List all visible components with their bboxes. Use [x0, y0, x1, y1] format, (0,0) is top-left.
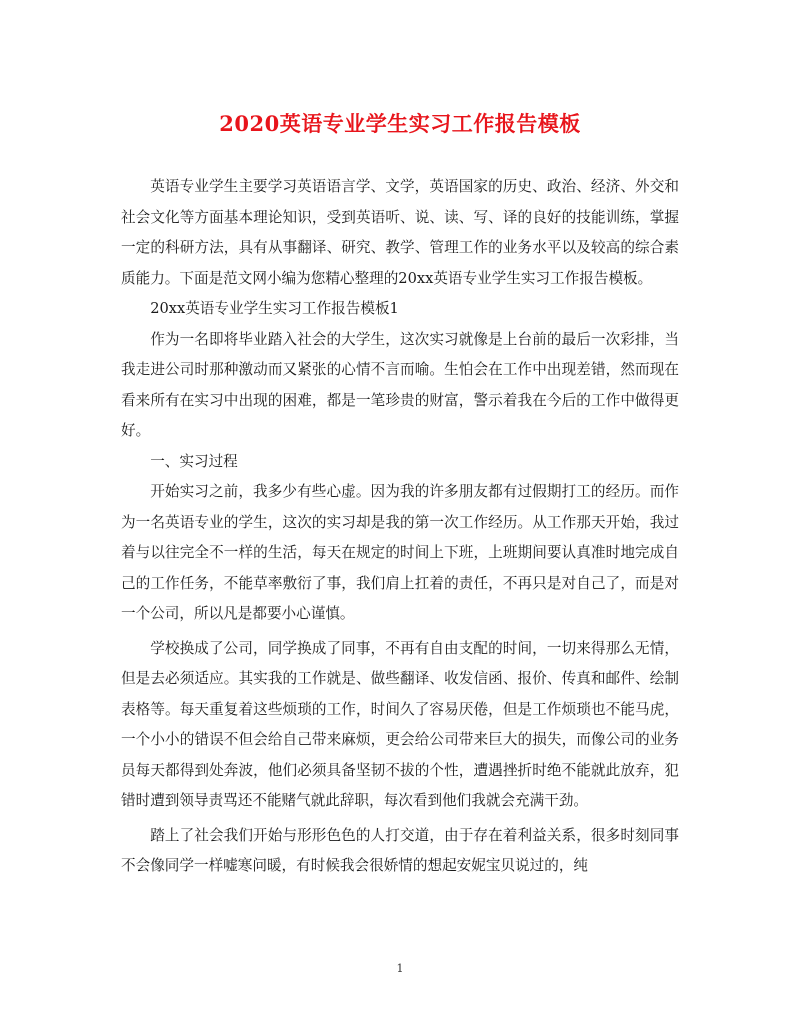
page-number: 1: [396, 962, 404, 975]
body-paragraph: 学校换成了公司，同学换成了同事，不再有自由支配的时间，一切来得那么无情，但是去必须适应。其实我的工作就是、做些翻译、收发信函、报价、传真和邮件、绘制表格等。每天重复着这些烦琐的工作，时间久了容易厌倦，但是工作烦琐也不能马虎，一个小小的错误不但会给自己带来麻烦，更会给公司带来巨大的损失，而像公司的业务员每天都得到处奔波，他们必须具备坚韧不拔的个性，遭遇挫折时绝不能就此放弃，犯错时遭到领导责骂还不能赌气就此辞职，每次看到他们我就会充满干劲。: [121, 639, 679, 809]
section-heading-template-1: 20xx英语专业学生实习工作报告模板1: [150, 300, 399, 317]
intro-paragraph: 英语专业学生主要学习英语语言学、文学，英语国家的历史、政治、经济、外交和社会文化等方面基本理论知识，受到英语听、说、读、写、译的良好的技能训练，掌握一定的科研方法，具有从事翻译、研究、教学、管理工作的业务水平以及较高的综合素质能力。下面是范文网小编为您精心整理的20xx英语专业学生实习工作报告模板。: [121, 178, 679, 287]
body-paragraph: 踏上了社会我们开始与形形色色的人打交道，由于存在着利益关系，很多时刻同事不会像同学一样嘘寒问暖，有时候我会很娇情的想起安妮宝贝说过的，纯: [121, 826, 679, 874]
document-body: [121, 172, 679, 882]
body-paragraph: 作为一名即将毕业踏入社会的大学生，这次实习就像是上台前的最后一次彩排，当我走进公司时那种激动而又紧张的心情不言而喻。生怕会在工作中出现差错，然而现在看来所有在实习中出现的困难，都是一笔珍贵的财富，警示着我在今后的工作中做得更好。: [121, 330, 679, 439]
body-paragraph: 开始实习之前，我多少有些心虚。因为我的许多朋友都有过假期打工的经历。而作为一名英语专业的学生，这次的实习却是我的第一次工作经历。从工作那天开始，我过着与以往完全不一样的生活，每天在规定的时间上下班，上班期间要认真准时地完成自己的工作任务，不能草率敷衍了事，我们肩上扛着的责任，不再只是对自己了，而是对一个公司，所以凡是都要小心谨慎。: [121, 483, 679, 622]
document-title: 2020英语专业学生实习工作报告模板: [219, 111, 581, 136]
section-heading-internship-process: 一、实习过程: [150, 452, 238, 470]
